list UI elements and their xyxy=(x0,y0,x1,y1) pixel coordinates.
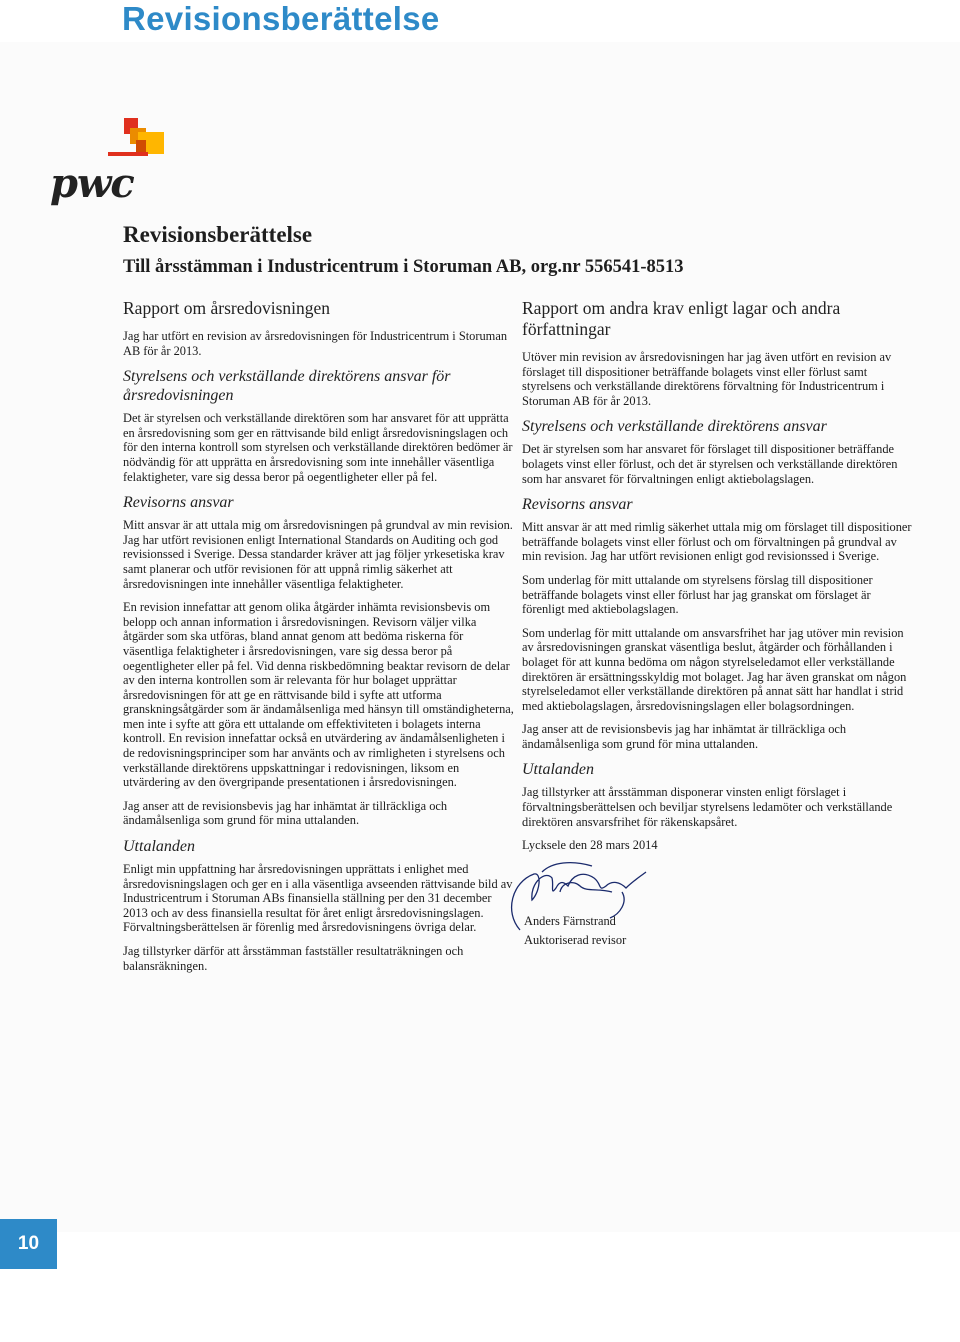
board-responsibility-text: Det är styrelsen som har ansvaret för förslaget till dispositioner beträffande bolagets vinst eller förlust, och det är styrelsen och verkställande direktören som har ansvaret för förvaltningen enligt aktiebolagslagen. xyxy=(522,442,898,486)
auditor-responsibility-paragraph: Mitt ansvar är att med rimlig säkerhet uttala mig om förslaget till dispositioner beträffande bolagets vinst eller förlust och om förvaltningen på grundval av min revision. Jag har utfört revisionen enligt god revisionssed i Sverige. xyxy=(522,520,912,564)
auditor-responsibility-heading: Revisorns ansvar xyxy=(123,494,234,512)
annual-report-intro: Jag har utfört en revision av årsredovisningen för Industricentrum i Storuman AB för år 2013. xyxy=(123,329,508,358)
document-title: Revisionsberättelse xyxy=(123,222,313,247)
right-column xyxy=(522,298,914,958)
scanned-document xyxy=(0,42,960,1232)
board-responsibility-heading: Styrelsens och verkställande direktörens ansvar för årsredovisningen xyxy=(123,368,451,405)
statements-paragraph: Enligt min uppfattning har årsredovisningen upprättats i enlighet med årsredovisningslagen och ger en i alla väsentliga avseenden rättvisande bild av Industricentrum i Storuman ABs finansiella ställning per den 31 december 2013 och av dess finansiella resultat för året enligt årsredovisningslagen. Förvaltningsberättelsen är förenlig med årsredovisningens övriga delar. xyxy=(123,862,513,935)
statements-heading: Uttalanden xyxy=(522,761,594,779)
signer-title: Auktoriserad revisor xyxy=(524,933,627,948)
other-requirements-heading: Rapport om andra krav enligt lagar och andra författningar xyxy=(522,298,841,339)
annual-report-heading: Rapport om årsredovisningen xyxy=(123,298,331,318)
pwc-logo-blocks-icon xyxy=(108,118,168,160)
document-subtitle: Till årsstämman i Industricentrum i Storuman AB, org.nr 556541-8513 xyxy=(123,257,684,277)
auditor-responsibility-paragraph: Jag anser att de revisionsbevis jag har inhämtat är tillräckliga och ändamålsenliga som grund för mina uttalanden. xyxy=(522,722,847,751)
statements-paragraph: Jag tillstyrker att årsstämman disponerar vinsten enligt förslaget i förvaltningsberättelsen och beviljar styrelsens ledamöter och verkställande direktören ansvarsfrihet för räkenskapsåret. xyxy=(522,785,893,829)
pwc-logo xyxy=(50,118,170,208)
auditor-responsibility-heading: Revisorns ansvar xyxy=(522,496,633,514)
pwc-logo-text: pwc xyxy=(50,160,134,207)
auditor-responsibility-paragraph: Som underlag för mitt uttalande om ansvarsfrihet har jag utöver min revision av årsredovisningen granskat väsentliga beslut, åtgärder och förhållanden i bolaget för att kunna bedöma om någon styrelseledamot eller verkställande direktören är ersättningsskyldig mot bolaget. Jag har även granskat om någon styrelseledamot eller verkställande direktören på annat sätt har handlat i strid med aktiebolagslagen, årsredovisningslagen eller bolagsordningen. xyxy=(522,625,907,713)
auditor-responsibility-paragraph: Mitt ansvar är att uttala mig om årsredovisningen på grundval av min revision. Jag har utfört revisionen enligt International Standards on Auditing och god revisionssed i Sverige. Dessa standarder kräver att jag följer yrkesetiska krav samt planerar och utför revisionen för att uppnå rimlig säkerhet att årsredovisningen inte innehåller väsentliga felaktigheter. xyxy=(123,518,513,591)
signer-name: Anders Färnstrand xyxy=(524,914,616,929)
signature-block xyxy=(522,838,914,958)
statements-heading: Uttalanden xyxy=(123,838,195,856)
board-responsibility-text: Det är styrelsen och verkställande direktören som har ansvaret för att upprätta en årsredovisning som ger en rättvisande bild enligt årsredovisningslagen och för den interna kontroll som styrelsen och verkställande direktören bedömer är nödvändig för att upprätta en årsredovisning som inte innehåller väsentliga felaktigheter, vare sig dessa beror på oegentligheter eller på fel. xyxy=(123,411,513,484)
auditor-responsibility-paragraph: Jag anser att de revisionsbevis jag har inhämtat är tillräckliga och ändamålsenliga som grund för mina uttalanden. xyxy=(123,798,448,828)
page-number-badge: 10 xyxy=(0,1219,57,1269)
board-responsibility-heading: Styrelsens och verkställande direktörens ansvar xyxy=(522,418,827,436)
left-column xyxy=(123,298,515,982)
statements-paragraph: Jag tillstyrker därför att årsstämman fastställer resultaträkningen och balansräkningen. xyxy=(123,944,464,973)
auditor-responsibility-paragraph: Som underlag för mitt uttalande om styrelsens förslag till dispositioner beträffande bolagets vinst eller förlust har jag granskat om förslaget är förenligt med aktiebolagslagen. xyxy=(522,572,873,617)
auditor-responsibility-paragraph: En revision innefattar att genom olika åtgärder inhämta revisionsbevis om belopp och annan information i årsredovisningen. Revisorn väljer vilka åtgärder som ska utföras, bland annat genom att bedöma riskerna för väsentliga felaktigheter i årsredovisningen, vare sig dessa beror på oegentligheter eller på fel. Vid denna riskbedömning beaktar revisorn de delar av den interna kontrollen som är relevanta för hur bolaget upprättar årsredovisningen för att ge en rättvisande bild i syfte att utforma granskningsåtgärder som är ändamålsenliga med hänsyn till omständigheterna, men inte i syfte att göra ett uttalande om effektiviteten i bolagets interna kontroll. En revision innefattar också en utvärdering av ändamålsenligheten i de redovisningsprinciper som har använts och av rimligheten i styrelsens och verkställande direktörens uppskattningar i redovisningen, liksom en utvärdering av den övergripande presentationen i årsredovisningen. xyxy=(123,600,514,790)
other-requirements-intro: Utöver min revision av årsredovisningen har jag även utfört en revision av förslaget till dispositioner beträffande bolagets vinst eller förlust samt styrelsens och verkställande direktörens förvaltning för Industricentrum i Storuman AB för år 2013. xyxy=(522,350,892,408)
page-header-title: Revisionsberättelse xyxy=(122,0,440,37)
place-date: Lycksele den 28 mars 2014 xyxy=(522,838,658,853)
